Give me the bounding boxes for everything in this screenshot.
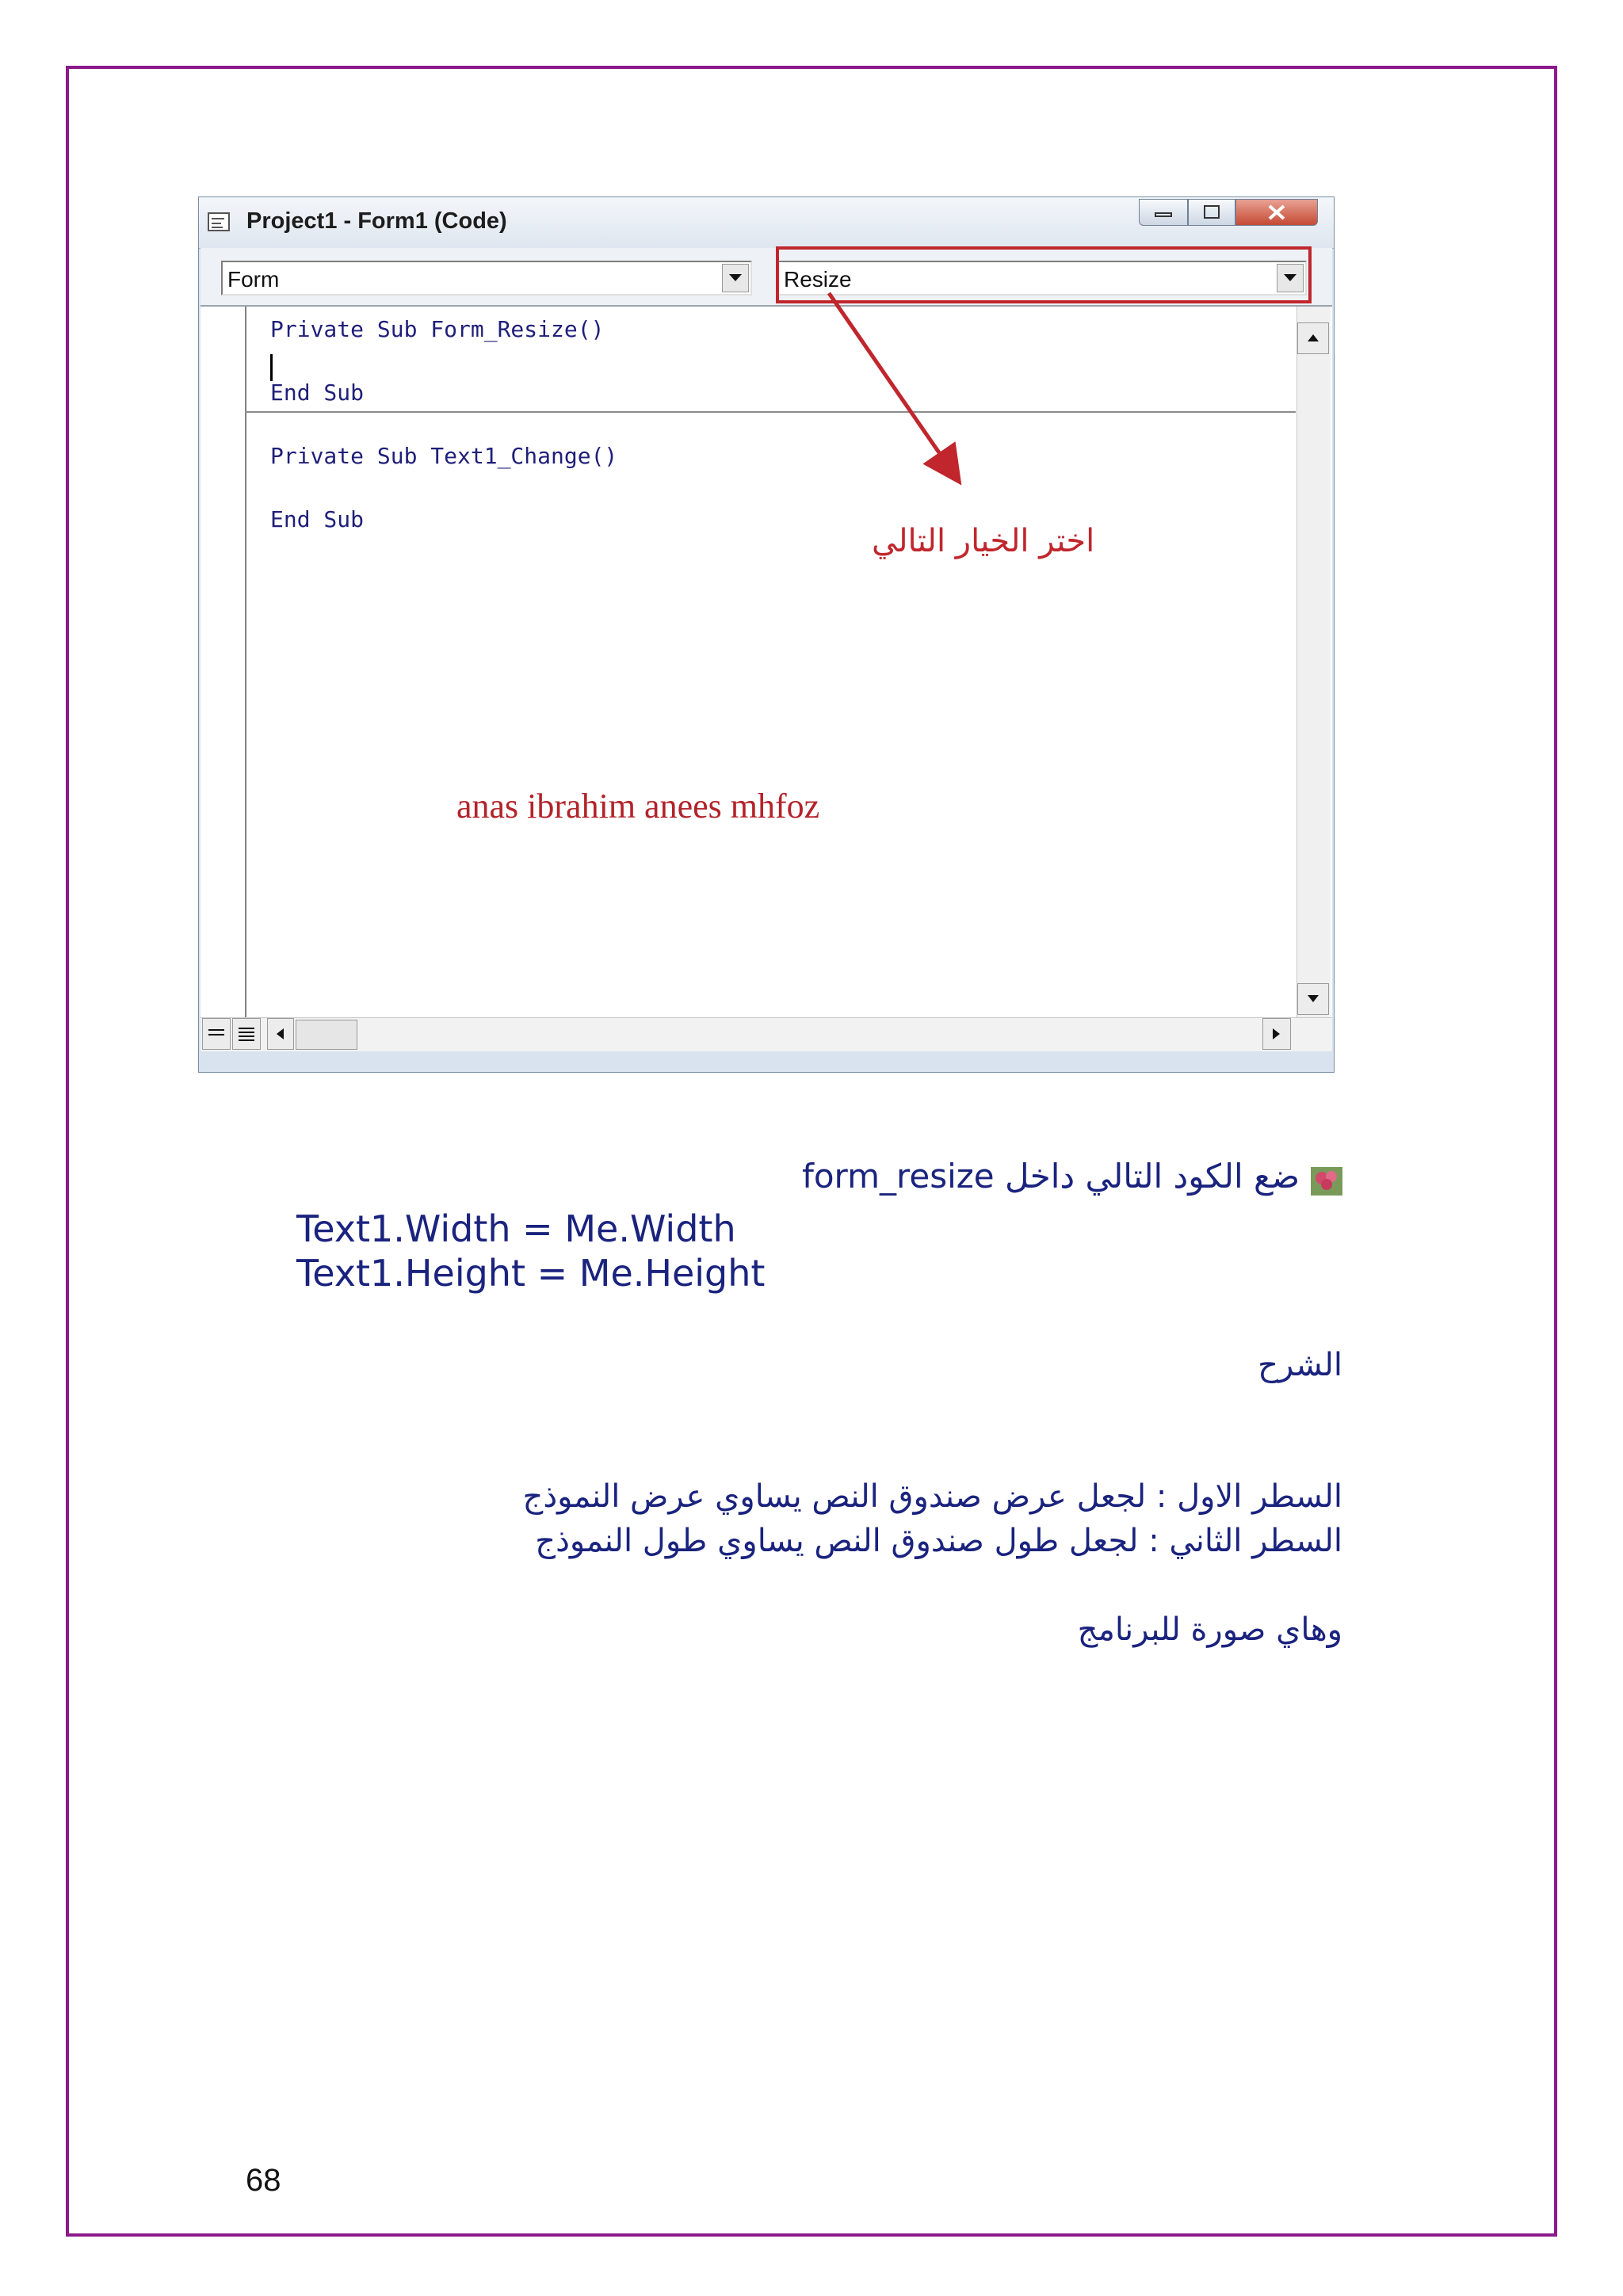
line-2-explanation: السطر الثاني : لجعل طول صندوق النص يساوي طول النموذج xyxy=(535,1523,1342,1559)
instruction-text: ضع الكود التالي داخل form_resize xyxy=(802,1157,1300,1196)
object-combo-value: Form xyxy=(227,267,280,292)
code-snippet-height: Text1.Height = Me.Height xyxy=(296,1252,766,1295)
line-1-explanation: السطر الاول : لجعل عرض صندوق النص يساوي عرض النموذج xyxy=(522,1478,1342,1515)
code-line: Private Sub Text1_Change() xyxy=(270,443,618,469)
page-number: 68 xyxy=(246,2163,281,2198)
code-line: End Sub xyxy=(270,506,365,532)
program-image-caption: وهاي صورة للبرنامج xyxy=(1077,1611,1342,1648)
code-line: End Sub xyxy=(270,379,365,406)
procedure-combo-value: Resize xyxy=(784,267,852,292)
explanation-heading: الشرح xyxy=(1258,1347,1342,1383)
code-snippet-width: Text1.Width = Me.Width xyxy=(296,1207,736,1250)
choose-option-annotation: اختر الخيار التالي xyxy=(872,523,1095,559)
author-watermark: anas ibrahim anees mhfoz xyxy=(456,787,820,826)
instruction-line xyxy=(802,1157,1342,1196)
flower-bullet-icon xyxy=(1311,1165,1342,1193)
window-title: Project1 - Form1 (Code) xyxy=(246,208,507,234)
code-line: Private Sub Form_Resize() xyxy=(270,316,605,342)
